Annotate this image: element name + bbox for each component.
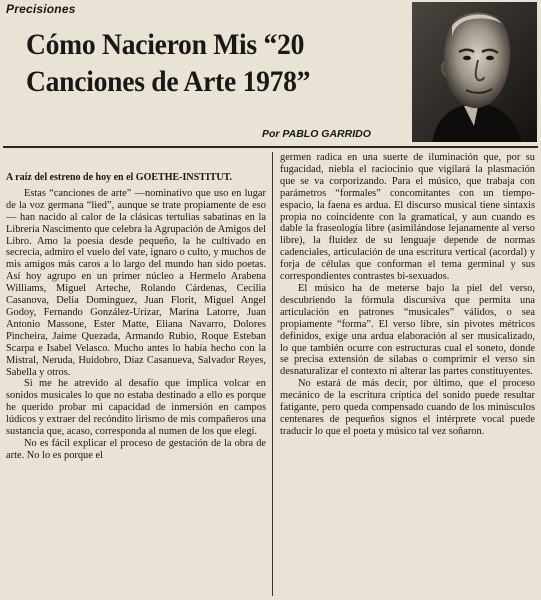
body-paragraph: germen radica en una suerte de iluminación que, por su fugacidad, niebla el raciocinio que vigilará la plasmación que se va corporizando. Para el músico, que trabaja con parámetros “formales” concomitantes con un tiempo-espacio, la faena es ardua. El discurso musical tiene sintaxis propia no coincidente con la gramatical, y aun cuando es dable la fraseología libre (asimilándose lejanamente al verso libre), la fluidez de su lenguaje depende de normas cadenciales, articulación de una escritura vertical (acordal) y forja de células que conforman el tema germinal y sus correspondientes contrastes bi-sexuados. <box>280 152 535 283</box>
lead-paragraph: A raíz del estreno de hoy en el GOETHE-INSTITUT. <box>6 172 233 183</box>
headline <box>26 26 376 100</box>
left-column <box>6 172 266 462</box>
right-column <box>280 152 535 438</box>
portrait-photo-icon <box>412 2 537 142</box>
column-rule <box>272 152 273 596</box>
body-paragraph: Estas “canciones de arte” —nominativo que uso en lugar de la voz germana “lied”, aunque se trate propiamente de eso— han nacido al calor de la clásicas tertulias sabatinas en la Librería Nascimento que celebra la Agrupación de Amigos del Libro. Amo la poesía desde pequeño, la he cultivado en secrecía, admiro el vuelo del vate, ignaro o culto, y muchos de mis amigos más caros a lo largo del mundo han sido poetas. Así hoy agrupo en un primer núcleo a Hermelo Arabena Williams, Miguel Arteche, Rolando Cárdenas, Cecilia Casanova, Delia Domínguez, Juan Florit, Miguel Angel Godoy, Fernando González-Urízar, Marina Latorre, Juan Antonio Massone, Ester Matte, Eliana Navarro, Dolores Pincheira, Jaime Quezada, Armando Rubio, Roque Esteban Scarpa e Isabel Velasco. Mucho antes lo había hecho con la Mistral, Neruda, Huidobro, Díaz Casanueva, Salvador Reyes, Sabella y otros. <box>6 187 266 378</box>
headline-line-2: Canciones de Arte 1978” <box>26 65 311 98</box>
section-label: Precisiones <box>6 2 76 16</box>
byline: Por PABLO GARRIDO <box>262 128 371 140</box>
headline-line-1: Cómo Nacieron Mis “20 <box>26 28 305 61</box>
body-paragraph: No estará de más decir, por último, que el proceso mecánico de la escritura críptica del sonido puede resultar fatigante, pero queda compensado cuando de los minúsculos centenares de pequeños signos el intérprete vocal puede traducir lo que el poeta y músico tal vez soñaron. <box>280 378 535 437</box>
header-rule <box>3 146 538 148</box>
body-paragraph: No es fácil explicar el proceso de gestación de la obra de arte. No lo es porque el <box>6 437 266 461</box>
body-paragraph: Si me he atrevido al desafío que implica volcar en sonidos musicales lo que no estaba destinado a ello es porque he querido probar mi capacidad de inmersión en campos lúdicos y extraer del recóndito lirismo de mis compañeros una sustancia que, acaso, corresponda al numen de los que elegí. <box>6 378 266 438</box>
portrait-illustration <box>412 2 537 142</box>
body-paragraph: El músico ha de meterse bajo la piel del verso, descubriendo la fórmula discursiva que permita una articulación en patrones “musicales” válidos, o sea propiamente “forma”. El verso libre, sin pivotes métricos definidos, exige una ardua elaboración al ser musicalizado, lo que también ocurre con estructuras cual el soneto, donde se precisa extensión de sílabas o comprimir el verso sin desnaturalizar el contexto ni alterar las partes constituyentes. <box>280 282 535 378</box>
